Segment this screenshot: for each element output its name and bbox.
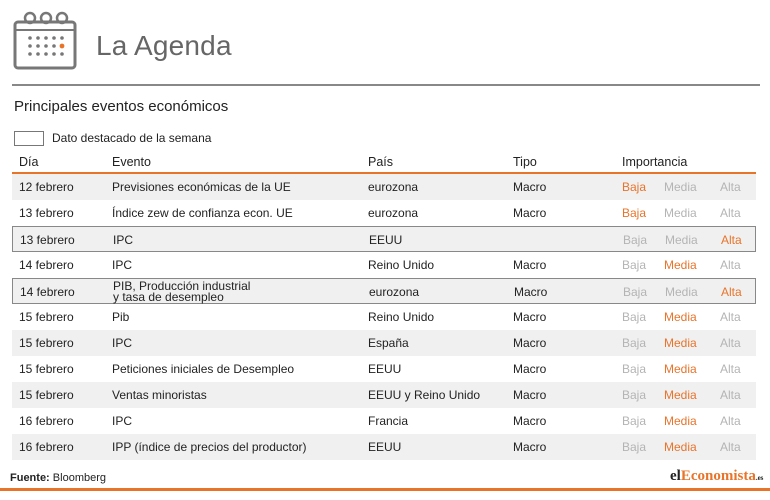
legend-label: Dato destacado de la semana [52, 131, 212, 145]
importance-alta: Alta [720, 206, 741, 220]
cell-day: 13 febrero [19, 206, 74, 220]
table-row [12, 252, 756, 278]
table-row [12, 434, 756, 460]
importance-media: Media [664, 388, 697, 402]
cell-country: eurozona [369, 285, 420, 299]
source-value: Bloomberg [52, 472, 106, 484]
importance-baja: Baja [622, 206, 647, 220]
header [12, 8, 760, 78]
cell-type: Macro [513, 440, 547, 454]
importance-media: Media [664, 310, 697, 324]
cell-country: EEUU [368, 362, 402, 376]
cell-day: 15 febrero [19, 362, 74, 376]
cell-event: Peticiones iniciales de Desempleo [112, 362, 295, 376]
cell-type: Macro [513, 310, 547, 324]
cell-country: EEUU [369, 233, 403, 247]
cell-event: PIB, Producción industrial y tasa de desempleo [113, 279, 251, 304]
importance-baja: Baja [622, 310, 647, 324]
column-header-importance: Importancia [622, 155, 688, 169]
importance-media: Media [664, 206, 697, 220]
cell-type: Macro [513, 336, 547, 350]
cell-type: Macro [513, 414, 547, 428]
table-row [12, 408, 756, 434]
cell-country: Reino Unido [368, 310, 435, 324]
importance-media: Media [664, 440, 697, 454]
cell-event: IPP (índice de precios del productor) [112, 440, 307, 454]
cell-day: 15 febrero [19, 336, 74, 350]
cell-country: EEUU [368, 440, 402, 454]
section-subtitle: Principales eventos económicos [14, 98, 229, 115]
cell-day: 13 febrero [20, 233, 75, 247]
table-row [12, 174, 756, 200]
cell-country: EEUU y Reino Unido [368, 388, 481, 402]
cell-country: Francia [368, 414, 409, 428]
importance-alta: Alta [721, 233, 742, 247]
cell-day: 16 febrero [19, 440, 74, 454]
table-row [12, 200, 756, 226]
cell-day: 15 febrero [19, 388, 74, 402]
cell-type: Macro [513, 362, 547, 376]
source-label: Fuente: [10, 472, 50, 484]
brand-suffix: .es [755, 474, 764, 482]
cell-country: Reino Unido [368, 258, 435, 272]
importance-baja: Baja [623, 285, 648, 299]
column-header-country: País [368, 155, 394, 169]
importance-media: Media [664, 336, 697, 350]
column-header-type: Tipo [513, 155, 537, 169]
table-row [12, 278, 756, 304]
legend [14, 130, 211, 146]
calendar-icon [12, 8, 80, 72]
cell-type: Macro [513, 206, 547, 220]
cell-event: Ventas minoristas [112, 388, 207, 402]
importance-alta: Alta [721, 285, 742, 299]
table-row [12, 356, 756, 382]
cell-event: IPC [112, 258, 133, 272]
importance-baja: Baja [622, 362, 647, 376]
cell-day: 15 febrero [19, 310, 74, 324]
column-header-event: Evento [112, 155, 151, 169]
events-table [12, 152, 756, 460]
source-note [10, 472, 106, 484]
cell-type: Macro [514, 285, 548, 299]
importance-media: Media [665, 285, 698, 299]
bottom-accent-bar [0, 488, 770, 491]
table-row [12, 226, 756, 252]
cell-day: 14 febrero [19, 258, 74, 272]
importance-alta: Alta [720, 180, 741, 194]
cell-day: 16 febrero [19, 414, 74, 428]
table-header [12, 152, 756, 174]
table-row [12, 330, 756, 356]
importance-alta: Alta [720, 388, 741, 402]
importance-alta: Alta [720, 362, 741, 376]
importance-media: Media [664, 258, 697, 272]
cell-event: Pib [112, 310, 130, 324]
importance-baja: Baja [622, 388, 647, 402]
importance-media: Media [664, 180, 697, 194]
column-header-day: Día [19, 155, 39, 169]
importance-alta: Alta [720, 258, 741, 272]
cell-event: IPC [113, 233, 134, 247]
importance-baja: Baja [622, 440, 647, 454]
importance-alta: Alta [720, 310, 741, 324]
cell-country: eurozona [368, 206, 419, 220]
importance-baja: Baja [622, 180, 647, 194]
cell-country: eurozona [368, 180, 419, 194]
cell-event: IPC [112, 336, 133, 350]
legend-swatch [14, 131, 44, 146]
importance-baja: Baja [622, 258, 647, 272]
importance-baja: Baja [622, 336, 647, 350]
header-divider [12, 84, 760, 86]
importance-baja: Baja [623, 233, 648, 247]
cell-type: Macro [513, 258, 547, 272]
brand-prefix: el [670, 468, 681, 484]
importance-alta: Alta [720, 414, 741, 428]
importance-media: Media [664, 362, 697, 376]
importance-alta: Alta [720, 440, 741, 454]
cell-day: 14 febrero [20, 285, 75, 299]
page-title: La Agenda [96, 30, 232, 61]
table-body [12, 174, 756, 460]
table-row [12, 382, 756, 408]
cell-type: Macro [513, 180, 547, 194]
cell-country: España [368, 336, 409, 350]
cell-event: Índice zew de confianza econ. UE [112, 206, 293, 220]
brand-accent: Economista [680, 468, 756, 484]
cell-event: Previsiones económicas de la UE [112, 180, 291, 194]
importance-media: Media [664, 414, 697, 428]
table-row [12, 304, 756, 330]
brand-logo [670, 468, 763, 485]
cell-day: 12 febrero [19, 180, 74, 194]
importance-alta: Alta [720, 336, 741, 350]
cell-event: IPC [112, 414, 133, 428]
importance-baja: Baja [622, 414, 647, 428]
cell-type: Macro [513, 388, 547, 402]
importance-media: Media [665, 233, 698, 247]
